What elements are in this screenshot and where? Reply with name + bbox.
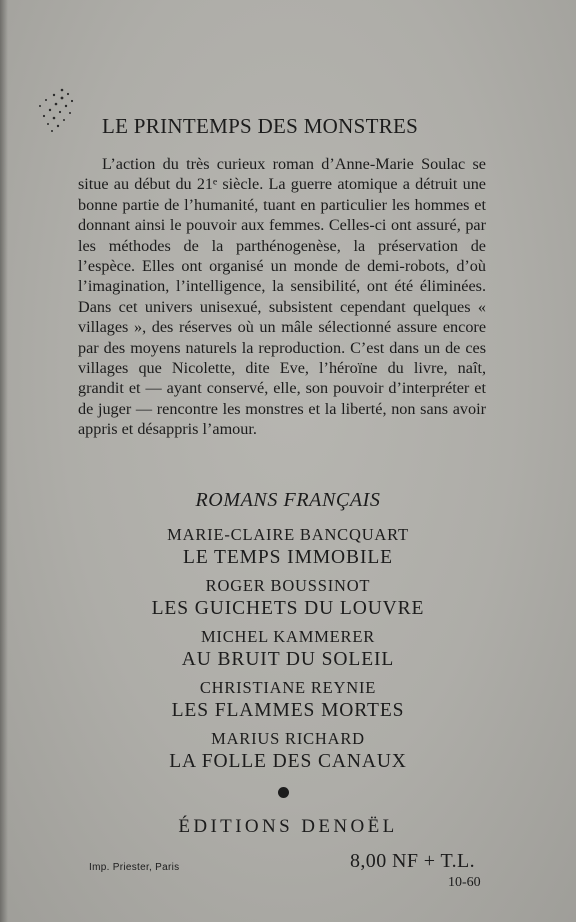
book-title-entry: LA FOLLE DES CANAUX: [169, 751, 407, 772]
book-title-entry: LES GUICHETS DU LOUVRE: [151, 598, 425, 619]
book-title-entry: LES FLAMMES MORTES: [171, 700, 405, 721]
book-author: ROGER BOUSSINOT: [205, 576, 371, 595]
list-item: [0, 627, 576, 678]
book-list: [0, 525, 576, 780]
series-heading: ROMANS FRANÇAIS: [195, 489, 381, 511]
list-item: [0, 678, 576, 729]
bullet-icon: [278, 787, 289, 798]
book-title-entry: AU BRUIT DU SOLEIL: [181, 649, 395, 670]
catalog-code: 10-60: [448, 875, 481, 890]
book-title-entry: LE TEMPS IMMOBILE: [183, 547, 393, 568]
printer-credit: Imp. Priester, Paris: [89, 862, 180, 873]
list-item: [0, 576, 576, 627]
book-author: MARIE-CLAIRE BANCQUART: [167, 525, 409, 544]
star-dots-icon: [32, 86, 80, 134]
book-author: MICHEL KAMMERER: [200, 627, 376, 646]
book-author: MARIUS RICHARD: [211, 729, 365, 748]
book-author: CHRISTIANE REYNIE: [199, 678, 377, 697]
list-item: [0, 525, 576, 576]
price: 8,00 NF + T.L.: [350, 850, 476, 872]
synopsis-text: L’action du très curieux roman d’Anne-Marie Soulac se situe au début du 21ᵉ siècle. La guerre atomique a détruit une bonne partie de l’humanité, tuant en particulier les hommes et donnant ainsi le pouvoir aux femmes. Celles-ci ont assuré, par les méthodes de la parthénogenèse, la préservation de l’espèce. Elles ont organisé un monde de demi-robots, d’où l’imagination, l’intelligence, la sensibilité, ont été éliminées. Dans cet univers unisexué, subsistent cependant quelques « villages », des réserves où un mâle sélectionné assure encore par des moyens naturels la reproduction. C’est dans un de ces villages que Nicolette, dite Eve, l’héroïne du livre, naît, grandit et — ayant conservé, elle, son pouvoir d’interpréter et de juger — rencontre les monstres et la liberté, non sans avoir appris et désappris l’amour.: [78, 155, 486, 439]
publisher-name: ÉDITIONS DENOËL: [178, 816, 398, 837]
list-item: [0, 729, 576, 780]
book-title: LE PRINTEMPS DES MONSTRES: [102, 114, 419, 138]
synopsis: [78, 154, 486, 440]
